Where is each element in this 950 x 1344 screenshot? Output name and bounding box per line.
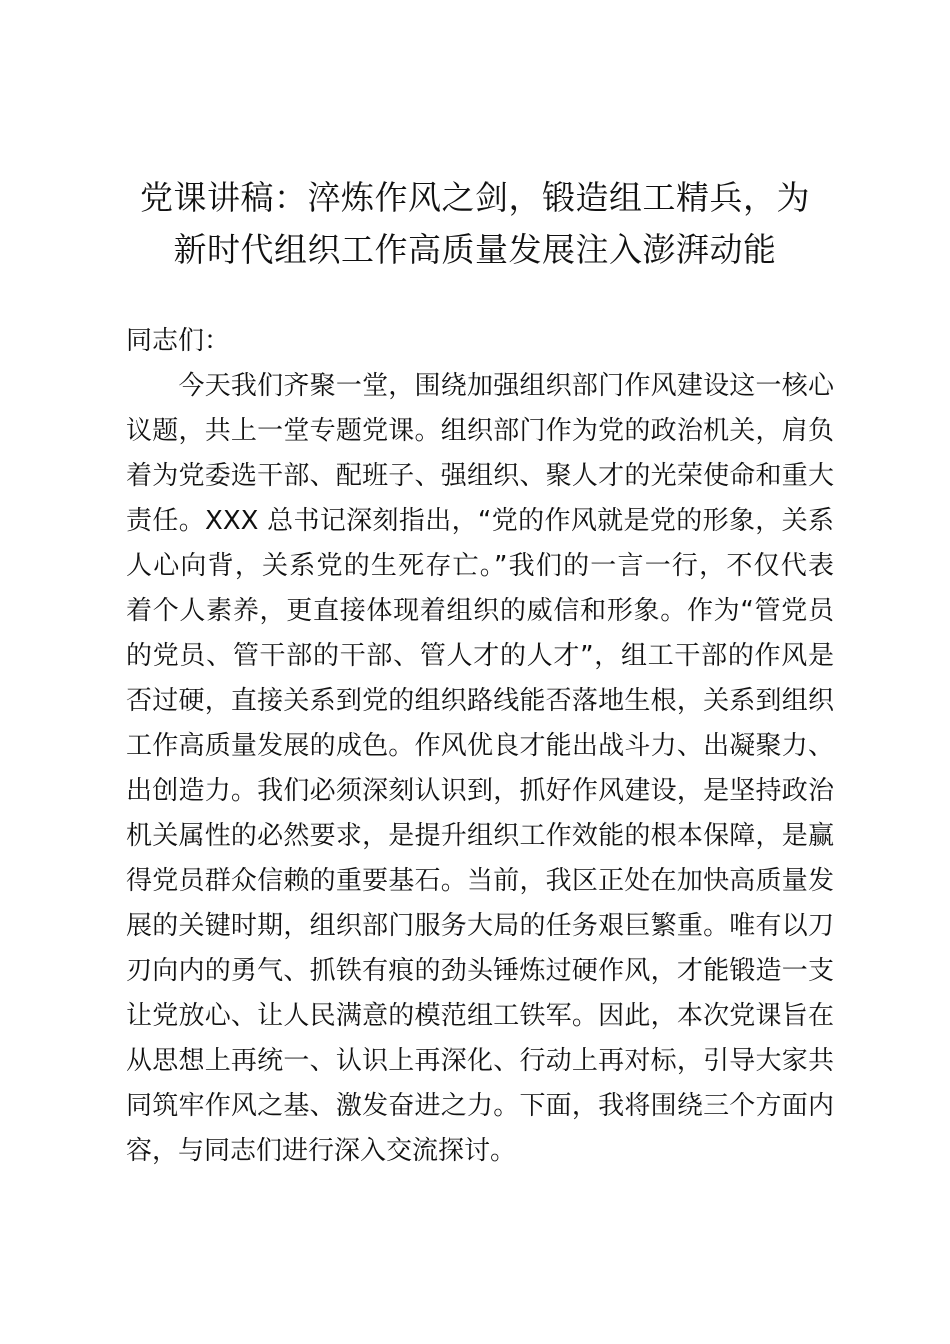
- body-line: 得党员群众信赖的重要基石。当前，我区正处在加快高质量发: [126, 866, 834, 896]
- body-line: 责任。XXX 总书记深刻指出，“党的作风就是党的形象，关系: [126, 506, 834, 536]
- body-line: 让党放心、让人民满意的模范组工铁军。因此，本次党课旨在: [126, 1001, 834, 1031]
- body-line: 的党员、管干部的干部、管人才的人才”，组工干部的作风是: [126, 641, 834, 671]
- document-title-line-1: 党课讲稿：淬炼作风之剑，锻造组工精兵，为: [140, 178, 810, 217]
- body-line-last: 容，与同志们进行深入交流探讨。: [126, 1136, 517, 1166]
- body-line: 机关属性的必然要求，是提升组织工作效能的根本保障，是赢: [126, 821, 834, 851]
- body-line: 否过硬，直接关系到党的组织路线能否落地生根，关系到组织: [126, 686, 834, 716]
- greeting: 同志们：: [126, 326, 231, 356]
- body-line: 人心向背，关系党的生死存亡。”我们的一言一行，不仅代表: [126, 551, 834, 581]
- body-line: 出创造力。我们必须深刻认识到，抓好作风建设，是坚持政治: [126, 776, 834, 806]
- body-line: 展的关键时期，组织部门服务大局的任务艰巨繁重。唯有以刀: [126, 911, 834, 941]
- body-line: 刃向内的勇气、抓铁有痕的劲头锤炼过硬作风，才能锻造一支: [126, 956, 834, 986]
- body-line: 今天我们齐聚一堂，围绕加强组织部门作风建设这一核心: [126, 371, 834, 401]
- body-line: 从思想上再统一、认识上再深化、行动上再对标，引导大家共: [126, 1046, 834, 1076]
- body-line: 同筑牢作风之基、激发奋进之力。下面，我将围绕三个方面内: [126, 1091, 834, 1121]
- document-title-line-2: 新时代组织工作高质量发展注入澎湃动能: [173, 230, 777, 269]
- body-line: 着个人素养，更直接体现着组织的威信和形象。作为“管党员: [126, 596, 834, 626]
- body-line: 着为党委选干部、配班子、强组织、聚人才的光荣使命和重大: [126, 461, 834, 491]
- body-line: 议题，共上一堂专题党课。组织部门作为党的政治机关，肩负: [126, 416, 834, 446]
- body-line: 工作高质量发展的成色。作风优良才能出战斗力、出凝聚力、: [126, 731, 834, 761]
